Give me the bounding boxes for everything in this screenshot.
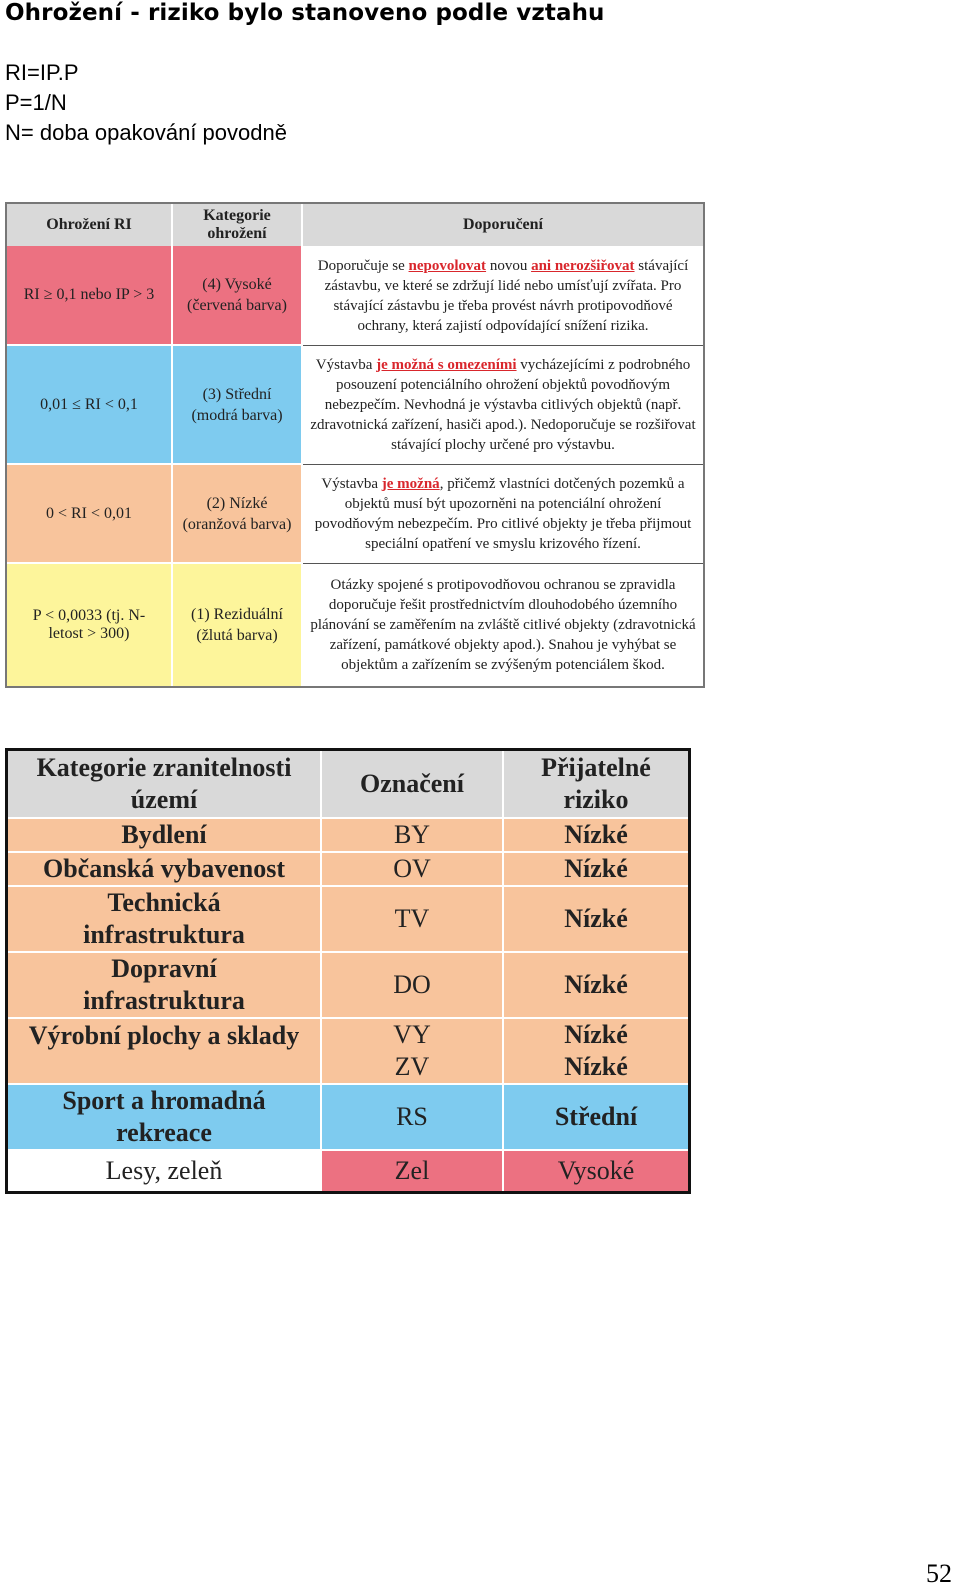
vulnerability-table <box>5 748 691 1194</box>
risk-cell: 0 < RI < 0,01 <box>7 465 173 564</box>
risk-recommendation-table <box>5 202 705 688</box>
recommendation-cell: Výstavba je možná, přičemž vlastníci dotčených pozemků a objektů musí být upozorněni na potenciální ohrožení povodňovým nebezpečím. Pro citlivé objekty je třeba přijmout speciální opatření ve smyslu krizového řízení. <box>303 465 703 564</box>
table-row-name: Bydlení <box>8 819 322 853</box>
recommendation-cell: Doporučuje se nepovolovat novou ani nerozšiřovat stávající zástavbu, ve které se zdržují lidé nebo umísťují zvířata. Pro stávající zástavbu je třeba provést návrh protipovodňové ochrany, která zajistí odpovídající snížení rizika. <box>303 246 703 346</box>
header-vulnerability: Kategorie zranitelnosti území <box>8 751 322 819</box>
table-row-risk: Střední <box>504 1085 688 1151</box>
page-number: 52 <box>926 1559 952 1588</box>
category-cell: (4) Vysoké (červená barva) <box>173 246 303 346</box>
table-row-risk: Nízké <box>504 953 688 1019</box>
header-designation: Označení <box>322 751 504 819</box>
formula-p: P=1/N <box>5 90 67 115</box>
formula-n: N= doba opakování povodně <box>5 120 287 145</box>
header-risk: Ohrožení RI <box>7 204 173 246</box>
table-row-code: TV <box>322 887 504 953</box>
table-row-name: Dopravní infrastruktura <box>8 953 322 1019</box>
category-cell: (1) Reziduální (žlutá barva) <box>173 564 303 686</box>
category-cell: (3) Střední (modrá barva) <box>173 346 303 465</box>
risk-cell: 0,01 ≤ RI < 0,1 <box>7 346 173 465</box>
table-row-code: DO <box>322 953 504 1019</box>
risk-cell: RI ≥ 0,1 nebo IP > 3 <box>7 246 173 346</box>
table-row-risk: Nízké Nízké <box>504 1019 688 1085</box>
table-row-name: Občanská vybavenost <box>8 853 322 887</box>
table-row-code: RS <box>322 1085 504 1151</box>
table-row-code: VY ZV <box>322 1019 504 1085</box>
risk-cell: P < 0,0033 (tj. N-letost > 300) <box>7 564 173 686</box>
table-row-name: Technická infrastruktura <box>8 887 322 953</box>
table-row-name: Lesy, zeleň <box>8 1151 322 1191</box>
table-row-code: Zel <box>322 1151 504 1191</box>
header-category: Kategorie ohrožení <box>173 204 303 246</box>
table-row-name: Výrobní plochy a sklady <box>8 1019 322 1085</box>
table-row-name: Sport a hromadná rekreace <box>8 1085 322 1151</box>
page-title: Ohrožení - riziko bylo stanoveno podle vztahu <box>5 0 605 26</box>
table-row-risk: Nízké <box>504 819 688 853</box>
table-row-risk: Nízké <box>504 887 688 953</box>
table-row-risk: Vysoké <box>504 1151 688 1191</box>
table-row-risk: Nízké <box>504 853 688 887</box>
header-acceptable-risk: Přijatelné riziko <box>504 751 688 819</box>
category-cell: (2) Nízké (oranžová barva) <box>173 465 303 564</box>
recommendation-cell: Otázky spojené s protipovodňovou ochranou se zpravidla doporučuje řešit prostřednictvím dlouhodobého územního plánování se zaměřením na zvláště citlivé objekty (zdravotnická zařízení, památkové objekty apod.). Snahou je vyhýbat se objektům a zařízením se zvýšeným potenciálem škod. <box>303 564 703 686</box>
table-row-code: BY <box>322 819 504 853</box>
header-recommendation: Doporučení <box>303 204 703 246</box>
recommendation-cell: Výstavba je možná s omezeními vycházejícími z podrobného posouzení potenciálního ohrožení objektů povodňovým nebezpečím. Nevhodná je výstavba citlivých objektů (např. zdravotnická zařízení, hasiči apod.). Nedoporučuje se rozšiřovat stávající plochy určené pro výstavbu. <box>303 346 703 465</box>
formula-ri: RI=IP.P <box>5 60 79 85</box>
table-row-code: OV <box>322 853 504 887</box>
